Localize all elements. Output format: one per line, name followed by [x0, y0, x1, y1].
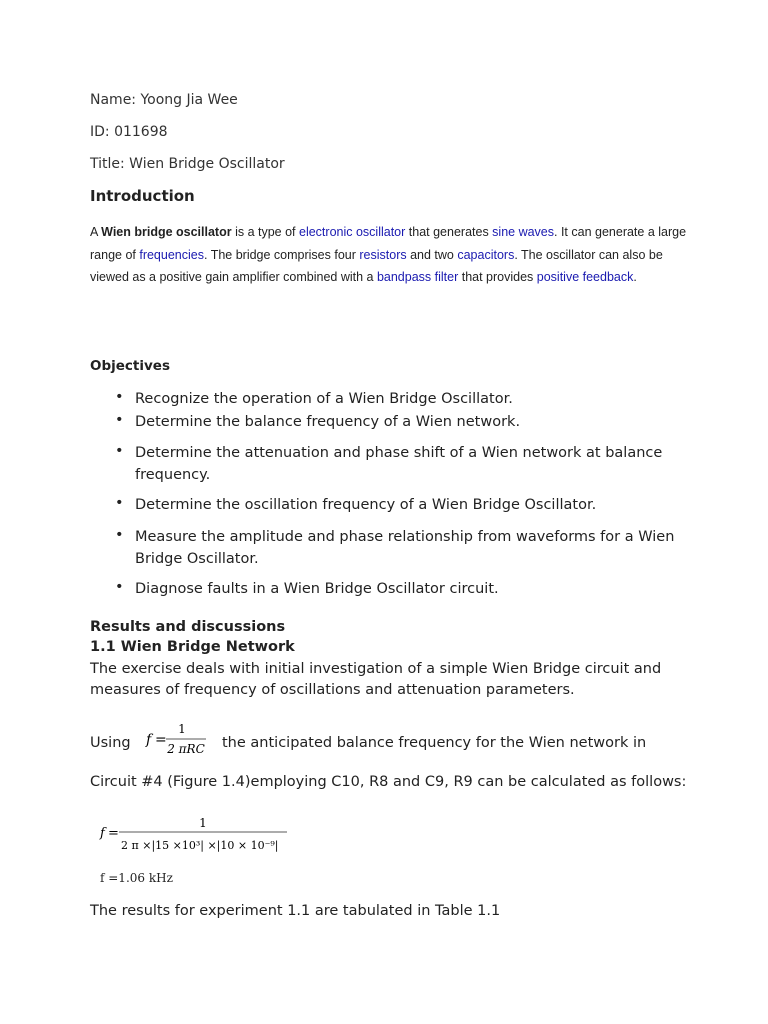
author-name: Name: Yoong Jia Wee	[90, 92, 238, 108]
closing-sentence: The results for experiment 1.1 are tabulated in Table 1.1	[90, 903, 501, 919]
link-positive-feedback[interactable]: positive feedback	[536, 270, 634, 284]
link-capacitors[interactable]: capacitors	[457, 247, 515, 262]
student-id: ID: 011698	[90, 124, 168, 140]
formula-numerator: 1	[199, 816, 207, 830]
bullet-icon: •	[115, 389, 124, 405]
bullet-icon: •	[115, 443, 124, 459]
formula-equals: =	[155, 732, 167, 748]
objective-item: Recognize the operation of a Wien Bridge Oscillator.	[135, 391, 513, 407]
bullet-icon: •	[115, 579, 124, 595]
objective-item: Determine the balance frequency of a Wien network.	[135, 414, 521, 430]
bullet-icon: •	[115, 495, 124, 511]
bullet-icon: •	[115, 527, 124, 543]
frequency-calculation-formula	[95, 812, 295, 858]
formula-equals: =	[108, 826, 119, 841]
balance-frequency-text: the anticipated balance frequency for the Wien network in	[222, 735, 647, 751]
section-1-1-heading: 1.1 Wien Bridge Network	[90, 639, 295, 655]
formula-denominator: 2 π ×|15 ×10³| ×|10 × 10⁻⁹|	[121, 839, 279, 852]
results-heading: Results and discussions	[90, 619, 286, 635]
link-resistors[interactable]: resistors	[359, 247, 407, 262]
link-sine-waves[interactable]: sine waves	[492, 225, 555, 239]
link-electronic-oscillator[interactable]: electronic oscillator	[299, 225, 406, 239]
results-paragraph: The exercise deals with initial investigation of a simple Wien Bridge circuit and measures of frequency of oscillations and attenuation parameters.	[90, 661, 662, 698]
formula-denominator: 2 πRC	[167, 742, 205, 756]
objective-item: Measure the amplitude and phase relationship from waveforms for a Wien Bridge Oscillator.	[135, 529, 675, 567]
objectives-heading: Objectives	[90, 358, 170, 374]
frequency-result: f =1.06 kHz	[100, 871, 173, 885]
balance-frequency-formula	[140, 718, 212, 760]
objective-item: Determine the oscillation frequency of a Wien Bridge Oscillator.	[135, 497, 597, 513]
formula-lhs: f	[100, 826, 105, 841]
bullet-icon: •	[115, 412, 124, 428]
document-title: Title: Wien Bridge Oscillator	[90, 156, 285, 172]
formula-lhs: f	[146, 732, 152, 748]
link-frequencies[interactable]: frequencies	[139, 247, 204, 262]
formula-numerator: 1	[178, 722, 186, 736]
using-label: Using	[90, 735, 131, 751]
introduction-paragraph: A Wien bridge oscillator is a type of electronic oscillator that generates sine waves. It can generate a large range of frequencies. The bridge comprises four resistors and two capacitors. The oscillator can also be viewed as a positive gain amplifier combined with a bandpass filter that provides positive feedback.	[90, 225, 687, 284]
introduction-heading: Introduction	[90, 187, 195, 205]
objective-item: Diagnose faults in a Wien Bridge Oscillator circuit.	[135, 581, 499, 597]
circuit-paragraph: Circuit #4 (Figure 1.4)employing C10, R8 and C9, R9 can be calculated as follows:	[90, 774, 687, 790]
link-bandpass-filter[interactable]: bandpass filter	[376, 270, 459, 284]
objective-item: Determine the attenuation and phase shift of a Wien network at balance frequency.	[135, 445, 663, 483]
